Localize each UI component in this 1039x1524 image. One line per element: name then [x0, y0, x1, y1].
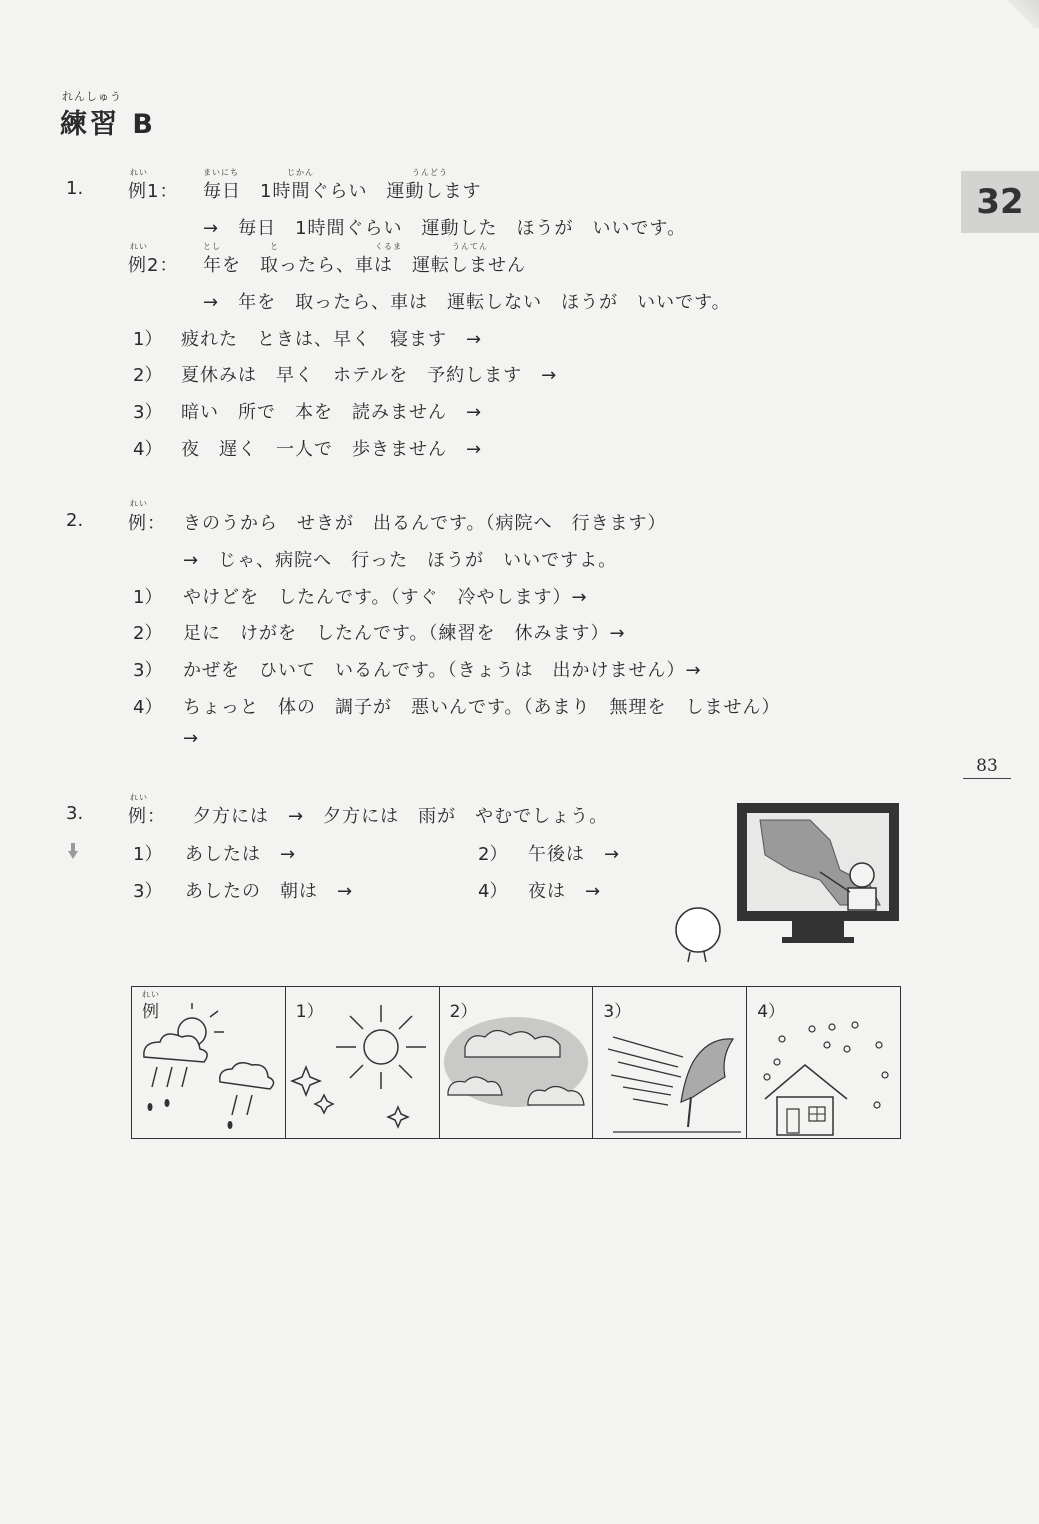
- exercise-item: 夏休みは 早く ホテルを 予約します →: [181, 365, 558, 386]
- example-answer: → じゃ、病院へ 行った ほうが いいですよ。: [183, 550, 618, 571]
- ruby: れい: [130, 168, 148, 177]
- example-label: 例：: [128, 806, 166, 827]
- exercise-item: やけどを したんです。（すぐ 冷やします）→: [183, 587, 588, 608]
- picture-cell-example: [132, 987, 286, 1138]
- item-continuation-arrow: →: [183, 728, 200, 749]
- down-arrow-icon: [68, 843, 78, 859]
- picture-label: 2）: [449, 1002, 478, 1022]
- exercise-item: 疲れた ときは、早く 寝ます →: [181, 329, 483, 350]
- item-number: 4）: [133, 439, 163, 460]
- picture-cell-3: [593, 987, 747, 1138]
- picture-cell-1: [286, 987, 440, 1138]
- item-number: 3）: [133, 402, 163, 423]
- exercise-item: かぜを ひいて いるんです。（きょうは 出かけません）→: [183, 660, 702, 681]
- ruby: じかん: [287, 168, 314, 177]
- title-ruby: れんしゅう: [62, 90, 122, 103]
- item-number: 3）: [133, 881, 163, 902]
- example2-answer: → 年を 取ったら、車は 運転しない ほうが いいです。: [203, 292, 731, 313]
- tv-weather-forecast-illustration: [670, 800, 910, 970]
- exercise-item: 夜 遅く 一人で 歩きません →: [181, 439, 483, 460]
- exercise-item: 暗い 所で 本を 読みません →: [181, 402, 483, 423]
- section-3-number: 3.: [66, 803, 84, 824]
- lesson-number-tab: 32: [961, 171, 1039, 233]
- exercise-item: 夜は →: [528, 881, 602, 902]
- ruby: まいにち: [203, 168, 239, 177]
- item-number: 2）: [478, 844, 508, 865]
- exercise-item: 午後は →: [528, 844, 621, 865]
- page-title: 練習 B: [60, 109, 156, 140]
- weather-picture-strip: [131, 986, 901, 1139]
- exercise-item: 足に けがを したんです。（練習を 休みます）→: [183, 623, 626, 644]
- example1-question: 毎日 1時間ぐらい 運動します: [203, 181, 482, 202]
- ruby: れい: [130, 793, 148, 802]
- picture-label: 3）: [603, 1002, 632, 1022]
- ruby: とし: [203, 242, 221, 251]
- picture-label: 例: [142, 1002, 159, 1022]
- example-label: 例：: [128, 513, 166, 534]
- section-1-number: 1.: [66, 178, 84, 199]
- item-number: 1）: [133, 587, 163, 608]
- section-2-number: 2.: [66, 510, 84, 531]
- example2-label: 例2：: [128, 255, 179, 276]
- picture-label: 1）: [295, 1002, 324, 1022]
- rain-cloud-icon: [132, 987, 284, 1137]
- sun-icon: [286, 987, 438, 1137]
- item-number: 2）: [133, 365, 163, 386]
- example2-question: 年を 取ったら、車は 運転しません: [203, 255, 526, 276]
- picture-cell-4: [747, 987, 900, 1138]
- example-text: 夕方には → 夕方には 雨が やむでしょう。: [193, 806, 609, 827]
- item-number: 4）: [133, 697, 163, 718]
- item-number: 1）: [133, 844, 163, 865]
- item-number: 3）: [133, 660, 163, 681]
- picture-label: 4）: [757, 1002, 786, 1022]
- ruby: うんどう: [412, 168, 448, 177]
- item-number: 4）: [478, 881, 508, 902]
- exercise-item: あしたの 朝は →: [185, 881, 354, 902]
- snow-house-icon: [747, 987, 899, 1137]
- cloudy-icon: [440, 987, 592, 1137]
- page-number: 83: [963, 756, 1011, 779]
- ruby: と: [270, 242, 279, 251]
- example-question: きのうから せきが 出るんです。（病院へ 行きます）: [183, 513, 667, 534]
- exercise-item: ちょっと 体の 調子が 悪いんです。（あまり 無理を しません）: [183, 697, 781, 718]
- ruby: れい: [130, 499, 148, 508]
- ruby: れい: [130, 242, 148, 251]
- ruby: うんてん: [452, 242, 488, 251]
- ruby: れい: [142, 990, 160, 999]
- example1-label: 例1：: [128, 181, 179, 202]
- item-number: 2）: [133, 623, 163, 644]
- exercise-item: あしたは →: [185, 844, 297, 865]
- wind-icon: [593, 987, 745, 1137]
- picture-cell-2: [440, 987, 594, 1138]
- item-number: 1）: [133, 329, 163, 350]
- example1-answer: → 毎日 1時間ぐらい 運動した ほうが いいです。: [203, 218, 687, 239]
- page-curl: [999, 0, 1039, 28]
- ruby: くるま: [375, 242, 402, 251]
